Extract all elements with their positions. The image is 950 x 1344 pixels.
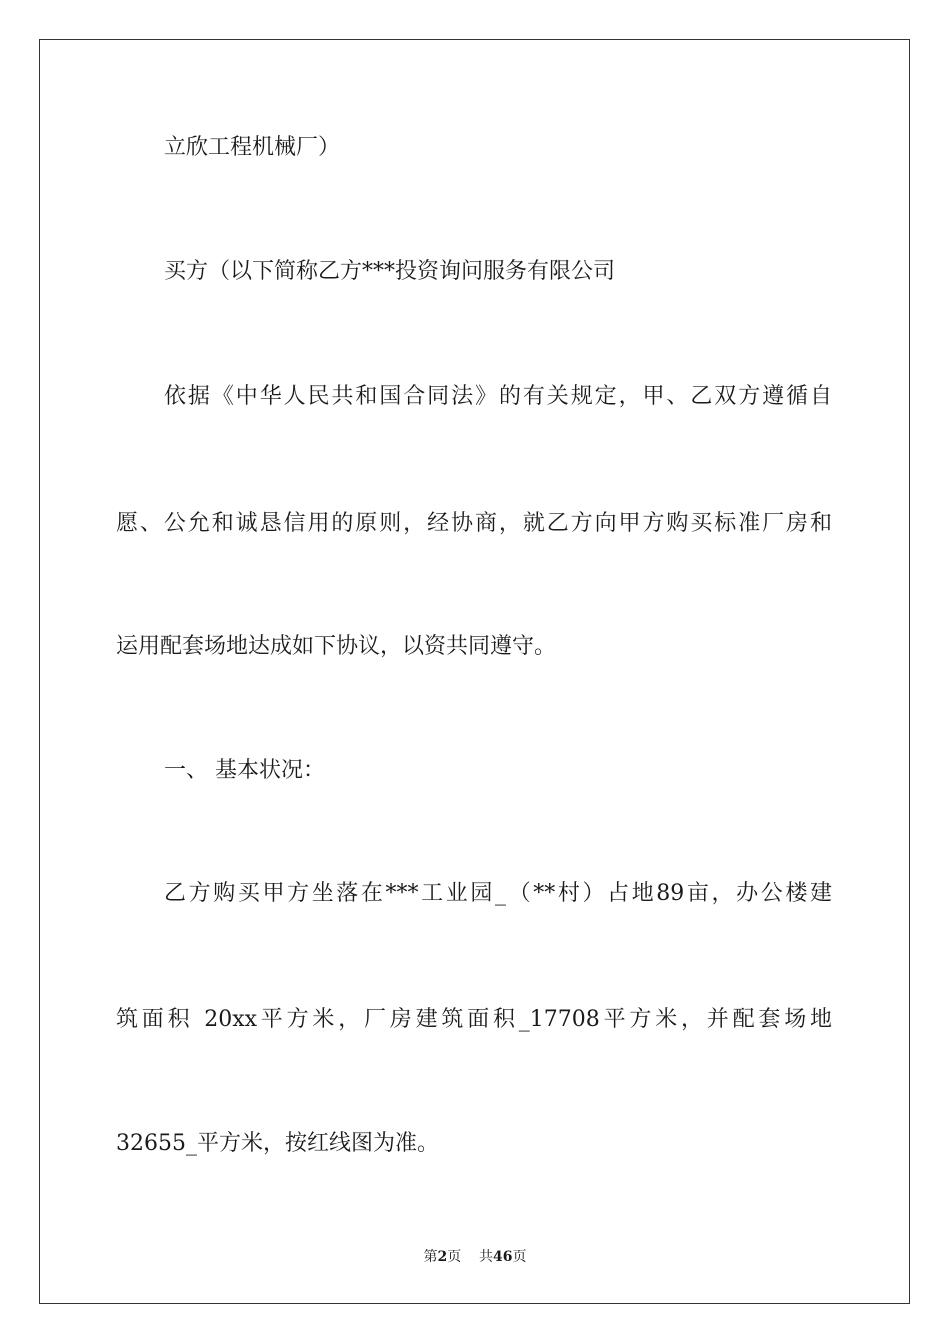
text-line-3: 依据《中华人民共和国合同法》的有关规定，甲、乙双方遵循自 [164,384,832,409]
footer-page-number: 2 [437,1249,448,1265]
footer-total-pages: 46 [493,1249,513,1265]
page-footer [0,1247,950,1267]
text-line-1: 立欣工程机械厂） [164,135,341,160]
footer-total-prefix: 共 [479,1249,494,1265]
text-line-7: 筑面积 20xx平方米，厂房建筑面积_17708平方米，并配套场地 [116,1007,832,1032]
text-line-5: 运用配套场地达成如下协议，以资共同遵守。 [116,634,557,659]
text-line-2: 买方（以下简称乙方***投资询问服务有限公司 [164,259,616,284]
page-border [39,39,910,1304]
text-line-8: 32655_平方米，按红线图为准。 [116,1131,439,1156]
text-line-6: 乙方购买甲方坐落在***工业园_（**村）占地89亩，办公楼建 [164,881,832,906]
section-heading: 一、 基本状况： [164,758,325,783]
footer-page-prefix: 第 [423,1249,438,1265]
footer-total-suffix: 页 [512,1249,527,1265]
text-line-4: 愿、公允和诚恳信用的原则，经协商，就乙方向甲方购买标准厂房和 [116,511,832,536]
footer-page-suffix: 页 [447,1249,462,1265]
